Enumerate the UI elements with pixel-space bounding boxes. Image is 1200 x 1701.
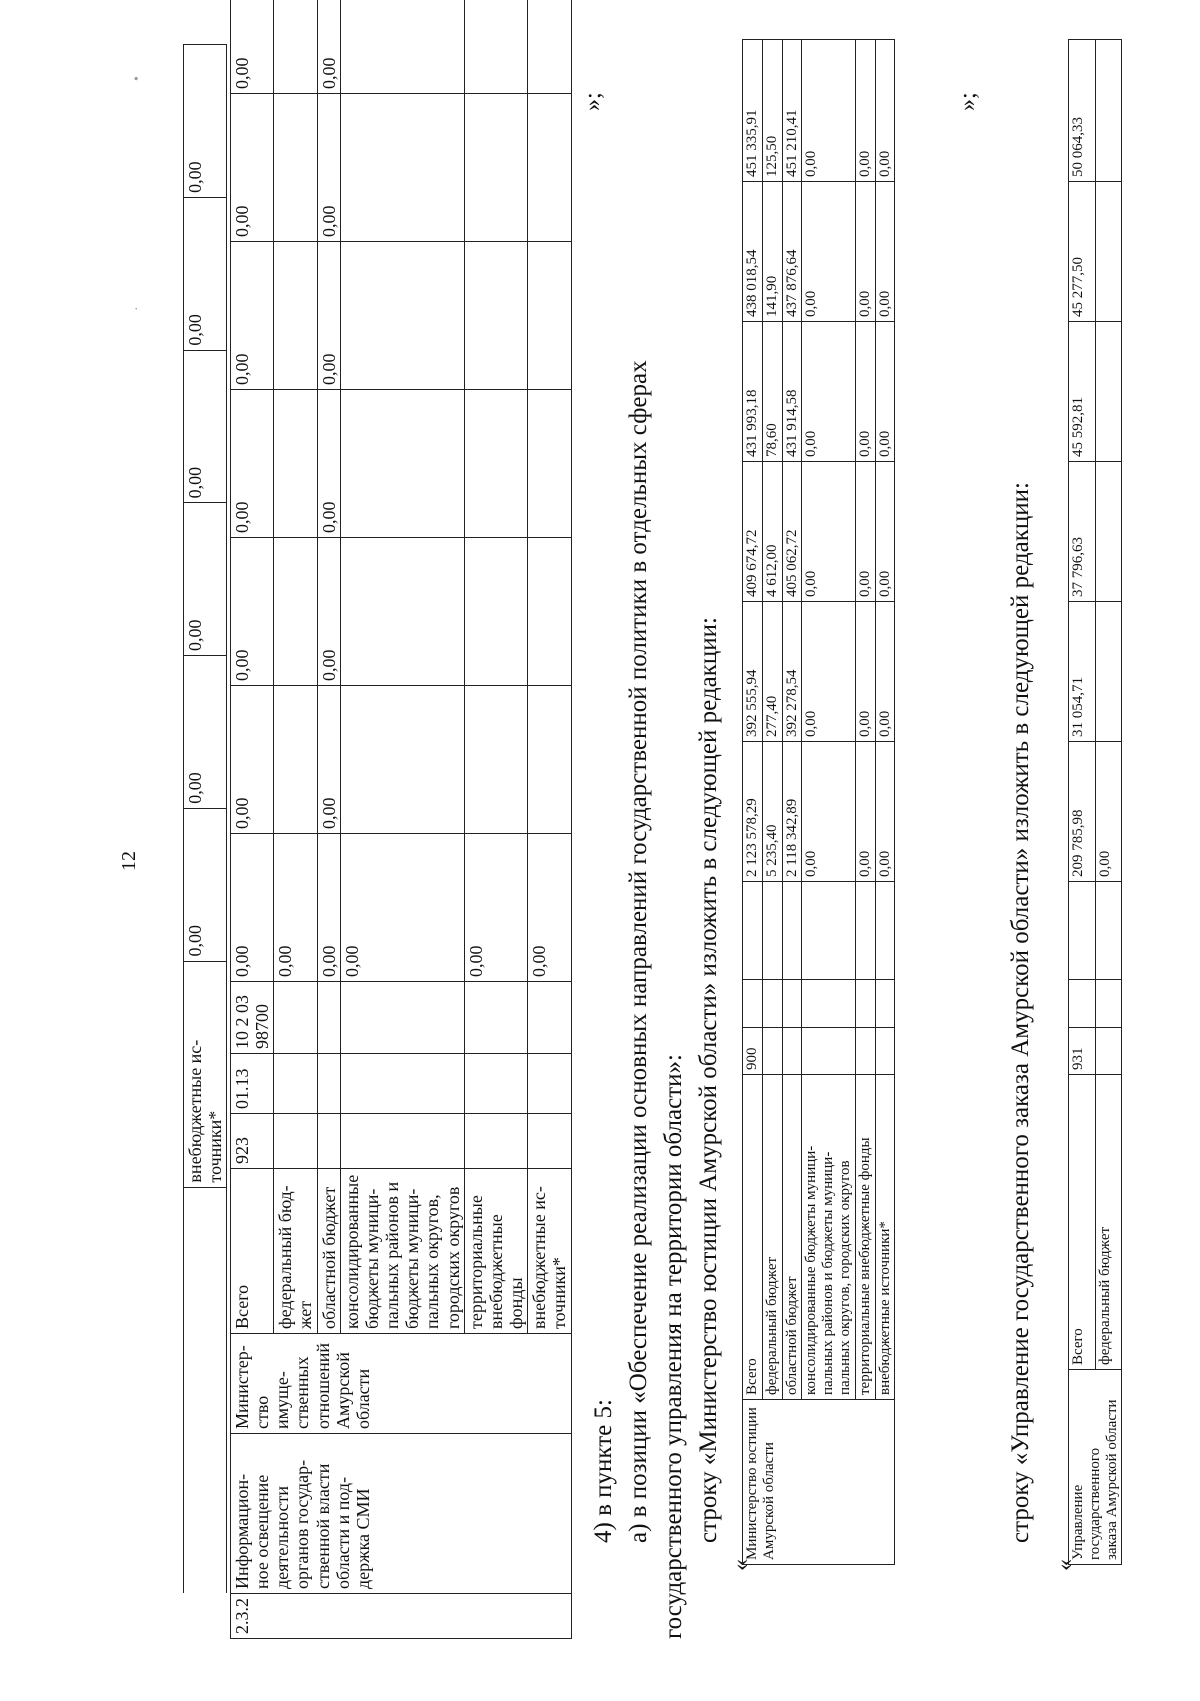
scan-mark: • — [130, 76, 145, 81]
source-label: консолидированные бюджеты муници- пальных районов и бюджеты муници- пальных округов, городских округов — [802, 1075, 855, 1400]
value-cell: 0,00 — [875, 322, 895, 462]
value-cell: 409 674,72 — [743, 462, 763, 602]
justice-ministry-table — [742, 39, 895, 1565]
value-cell: 0,00 — [855, 462, 875, 602]
value-cell: 0,00 — [231, 0, 274, 94]
value-cell: 438 018,54 — [743, 182, 763, 322]
table-row — [1095, 40, 1122, 1565]
rzpr-code: 01.13 — [231, 1054, 274, 1114]
value-cell: 0,00 — [317, 686, 340, 834]
value-cell: 0,00 — [317, 242, 340, 390]
value-cell: 0,00 — [528, 834, 571, 982]
value-cell: 0,00 — [317, 538, 340, 686]
value-cell: 45 592,81 — [1069, 322, 1096, 462]
value-cell: 0,00 — [231, 242, 274, 390]
value-cell: 431 914,58 — [782, 322, 802, 462]
program-table-row-2-3-2 — [230, 0, 572, 1639]
source-label: внебюджетные источники* — [875, 1075, 895, 1400]
grbs-code: 931 — [1069, 1028, 1096, 1075]
value-cell: 0,00 — [317, 834, 340, 982]
value-cell: 0,00 — [184, 503, 227, 656]
opening-quote: « — [1052, 1559, 1078, 1571]
value-cell: 0,00 — [855, 742, 875, 882]
value-cell: 0,00 — [875, 742, 895, 882]
value-cell: 0,00 — [802, 742, 855, 882]
procurement-table — [1068, 39, 1122, 1565]
value-cell: 0,00 — [231, 834, 274, 982]
opening-quote: « — [728, 1559, 754, 1571]
value-cell: 2 123 578,29 — [743, 742, 763, 882]
value-cell: 0,00 — [317, 390, 340, 538]
table-row — [782, 40, 802, 1565]
value-cell: 0,00 — [802, 40, 855, 182]
org-name: Управление государственного заказа Амурской области — [1069, 1370, 1122, 1565]
grbs-code: 900 — [743, 1028, 763, 1075]
table-row — [184, 45, 227, 1640]
value-cell: 5 235,40 — [762, 742, 782, 882]
value-cell: 37 796,63 — [1069, 462, 1096, 602]
value-cell: 437 876,64 — [782, 182, 802, 322]
value-cell: 0,00 — [855, 40, 875, 182]
value-cell: 0,00 — [184, 808, 227, 961]
source-label: федеральный бюд- жет — [274, 1169, 317, 1334]
point-heading: 4) в пункте 5: — [590, 1399, 617, 1543]
value-cell: 0,00 — [875, 602, 895, 742]
value-cell: 0,00 — [875, 462, 895, 602]
source-label: областной бюджет — [782, 1075, 802, 1400]
page-number: 12 — [118, 851, 140, 871]
source-label: Всего — [231, 1169, 274, 1334]
value-cell: 0,00 — [231, 390, 274, 538]
program-table-continuation — [183, 44, 227, 1639]
source-label: областной бюджет — [317, 1169, 340, 1334]
subpoint-a-cont: государственного управления на территории области»: — [660, 1054, 687, 1639]
value-cell: 0,00 — [184, 350, 227, 503]
source-label: Всего — [743, 1075, 763, 1400]
row-intro-procurement: строку «Управление государственного заказа Амурской области» изложить в следующей редакции: — [1007, 482, 1034, 1543]
value-cell: 0,00 — [231, 538, 274, 686]
subpoint-a: а) в позиции «Обеспечение реализации основных направлений государственной политики в отдельных сферах — [625, 360, 652, 1543]
row-intro-justice: строку «Министерство юстиции Амурской области» изложить в следующей редакции: — [695, 617, 722, 1543]
event-name: Информацион- ное освещение деятельности органов государ- ственной власти области и под- держка СМИ — [231, 1434, 572, 1594]
value-cell: 277,40 — [762, 602, 782, 742]
csr-code: 10 2 03 98700 — [231, 982, 274, 1054]
value-cell: 0,00 — [274, 834, 317, 982]
row-number: 2.3.2 — [231, 1594, 572, 1639]
org-name: Министерство юстиции Амурской области — [743, 1400, 895, 1565]
table-row — [762, 40, 782, 1565]
value-cell: 0,00 — [802, 182, 855, 322]
source-label: консолидированные бюджеты муници- пальных районов и бюджеты муници- пальных округов, городских округов — [340, 1169, 464, 1334]
source-label: Всего — [1069, 1075, 1096, 1370]
value-cell: 405 062,72 — [782, 462, 802, 602]
source-label: внебюджетные ис- точники* — [528, 1169, 571, 1334]
value-cell: 392 555,94 — [743, 602, 763, 742]
value-cell: 0,00 — [184, 45, 227, 198]
value-cell: 31 054,71 — [1069, 602, 1096, 742]
source-label: территориальные внебюджетные фонды — [855, 1075, 875, 1400]
value-cell: 451 335,91 — [743, 40, 763, 182]
value-cell: 50 064,33 — [1069, 40, 1096, 182]
value-cell: 2 118 342,89 — [782, 742, 802, 882]
source-label: внебюджетные ис- точники* — [184, 962, 226, 1188]
value-cell: 4 612,00 — [762, 462, 782, 602]
value-cell: 451 210,41 — [782, 40, 802, 182]
value-cell: 0,00 — [875, 40, 895, 182]
value-cell: 0,00 — [802, 602, 855, 742]
value-cell: 45 277,50 — [1069, 182, 1096, 322]
source-label: территориальные внебюджетные фонды — [464, 1169, 527, 1334]
executor: Министер- ство имуще- ственных отношений Амурской области — [231, 1334, 572, 1434]
value-cell: 392 278,54 — [782, 602, 802, 742]
value-cell: 0,00 — [802, 322, 855, 462]
table-row — [1069, 40, 1096, 1565]
value-cell: 0,00 — [1095, 742, 1122, 882]
value-cell: 0,00 — [855, 322, 875, 462]
value-cell: 0,00 — [340, 834, 464, 982]
source-label: федеральный бюджет — [762, 1075, 782, 1400]
value-cell: 0,00 — [184, 197, 227, 350]
value-cell: 0,00 — [855, 182, 875, 322]
value-cell: 0,00 — [855, 602, 875, 742]
value-cell: 0,00 — [184, 656, 227, 809]
value-cell: 141,90 — [762, 182, 782, 322]
value-cell: 125,50 — [762, 40, 782, 182]
value-cell: 78,60 — [762, 322, 782, 462]
table-row — [875, 40, 895, 1565]
table-row — [743, 40, 763, 1565]
table-row — [231, 0, 274, 1639]
value-cell: 431 993,18 — [743, 322, 763, 462]
value-cell: 0,00 — [231, 94, 274, 242]
value-cell: 209 785,98 — [1069, 742, 1096, 882]
value-cell: 0,00 — [802, 462, 855, 602]
value-cell: 0,00 — [464, 834, 527, 982]
source-label: федеральный бюджет — [1095, 1075, 1122, 1370]
value-cell: 0,00 — [875, 182, 895, 322]
value-cell: 0,00 — [317, 0, 340, 94]
closing-quote: »; — [955, 92, 981, 111]
grbs-code: 923 — [231, 1114, 274, 1169]
scan-mark: · — [130, 306, 145, 311]
table-row — [855, 40, 875, 1565]
closing-quote: »; — [580, 92, 606, 111]
value-cell: 0,00 — [317, 94, 340, 242]
table-row — [802, 40, 855, 1565]
value-cell: 0,00 — [231, 686, 274, 834]
